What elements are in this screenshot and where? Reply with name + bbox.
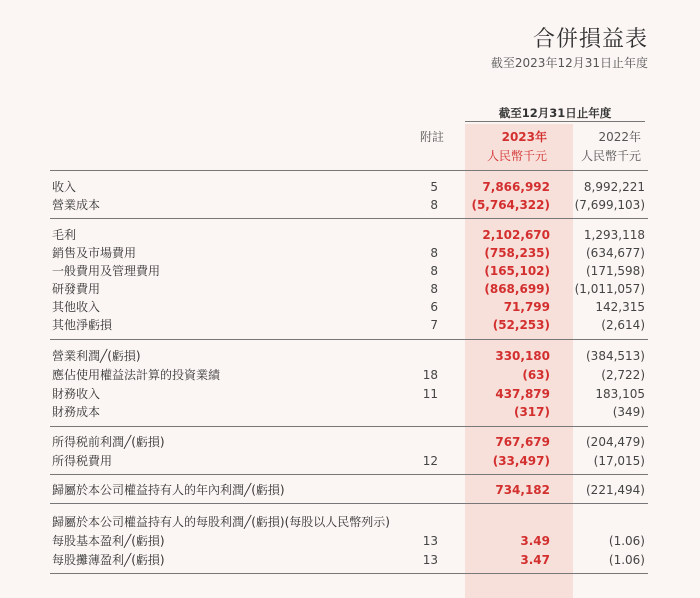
row-label: 歸屬於本公司權益持有人的每股利潤╱(虧損)(每股以人民幣列示) [52,515,390,529]
row-value-2022: (1.06) [608,534,645,548]
row-note: 8 [430,282,438,296]
table-row [0,347,700,366]
table-header-rule [50,170,648,171]
row-label: 應佔使用權益法計算的投資業績 [52,368,221,382]
row-note: 8 [430,264,438,278]
table-row [0,433,700,452]
row-note: 5 [430,180,438,194]
row-note: 12 [422,454,438,468]
row-label: 財務收入 [52,387,101,401]
row-value-2022: (1,011,057) [574,282,645,296]
row-note: 18 [422,368,438,382]
row-value-2022: (221,494) [586,483,645,497]
row-label: 銷售及市場費用 [52,246,137,260]
table-row [0,403,700,422]
row-value-2022: (1.06) [608,553,645,567]
row-value-2022: (634,677) [586,246,645,260]
row-value-2023: 330,180 [495,349,550,363]
table-row [0,481,700,500]
page-subtitle: 截至2023年12月31日止年度 [490,56,648,70]
section-rule [50,503,648,504]
row-value-2023: 3.47 [520,553,550,567]
row-value-2023: 2,102,670 [482,228,550,242]
row-note: 8 [430,198,438,212]
row-label: 一般費用及管理費用 [52,264,161,278]
row-value-2022: (2,614) [601,318,645,332]
row-value-2023: (63) [522,368,550,382]
row-value-2023: 3.49 [520,534,550,548]
row-value-2023: (165,102) [484,264,550,278]
section-rule [50,474,648,475]
table-row [0,366,700,385]
row-label: 每股基本盈利╱(虧損) [52,534,165,548]
row-value-2023: 71,799 [503,300,550,314]
row-label: 財務成本 [52,405,101,419]
row-value-2022: 8,992,221 [583,180,645,194]
year-2023-unit: 人民幣千元 [486,149,547,163]
period-underline [465,121,645,122]
row-label: 營業利潤╱(虧損) [52,349,141,363]
year-2022-header: 2022年 [598,130,641,144]
row-note: 7 [430,318,438,332]
year-2023-header: 2023年 [501,130,547,144]
table-row [0,551,700,570]
table-row [0,280,700,299]
row-value-2022: (349) [612,405,645,419]
row-value-2023: (5,764,322) [471,198,550,212]
row-label: 所得税前利潤╱(虧損) [52,435,165,449]
row-label: 收入 [52,180,77,194]
row-value-2023: (52,253) [492,318,550,332]
row-label: 每股攤薄盈利╱(虧損) [52,553,165,567]
row-value-2023: (868,699) [484,282,550,296]
row-value-2023: 767,679 [495,435,550,449]
row-label: 毛利 [52,228,77,242]
table-row [0,196,700,215]
table-row [0,513,700,532]
row-value-2022: (17,015) [593,454,645,468]
row-label: 其他收入 [52,300,101,314]
note-column-header: 附註 [419,130,444,144]
period-header: 截至12月31日止年度 [498,106,612,120]
row-label: 研發費用 [52,282,101,296]
section-rule [50,339,648,340]
row-note: 8 [430,246,438,260]
row-value-2022: (7,699,103) [574,198,645,212]
year-2022-unit: 人民幣千元 [580,149,641,163]
table-row [0,385,700,404]
row-note: 6 [430,300,438,314]
row-value-2022: (171,598) [586,264,645,278]
table-row [0,178,700,197]
row-value-2022: (204,479) [586,435,645,449]
row-note: 11 [422,387,438,401]
table-row [0,262,700,281]
section-rule [50,426,648,427]
table-bottom-rule [50,573,648,574]
table-row [0,316,700,335]
row-value-2022: (384,513) [586,349,645,363]
row-label: 所得税費用 [52,454,113,468]
row-value-2022: 183,105 [595,387,645,401]
row-value-2023: (317) [513,405,550,419]
row-label: 營業成本 [52,198,101,212]
row-value-2022: (2,722) [601,368,645,382]
table-row [0,532,700,551]
row-value-2022: 1,293,118 [583,228,645,242]
row-value-2023: 437,879 [495,387,550,401]
section-rule [50,218,648,219]
row-label: 其他淨虧損 [52,318,113,332]
table-row [0,226,700,245]
table-row [0,298,700,317]
row-value-2022: 142,315 [595,300,645,314]
row-note: 13 [422,534,438,548]
row-label: 歸屬於本公司權益持有人的年內利潤╱(虧損) [52,483,285,497]
row-value-2023: 734,182 [495,483,550,497]
table-row [0,452,700,471]
table-row [0,244,700,263]
row-value-2023: (33,497) [492,454,550,468]
row-value-2023: (758,235) [484,246,550,260]
row-value-2023: 7,866,992 [482,180,550,194]
row-note: 13 [422,553,438,567]
page-title: 合併損益表 [532,27,648,52]
